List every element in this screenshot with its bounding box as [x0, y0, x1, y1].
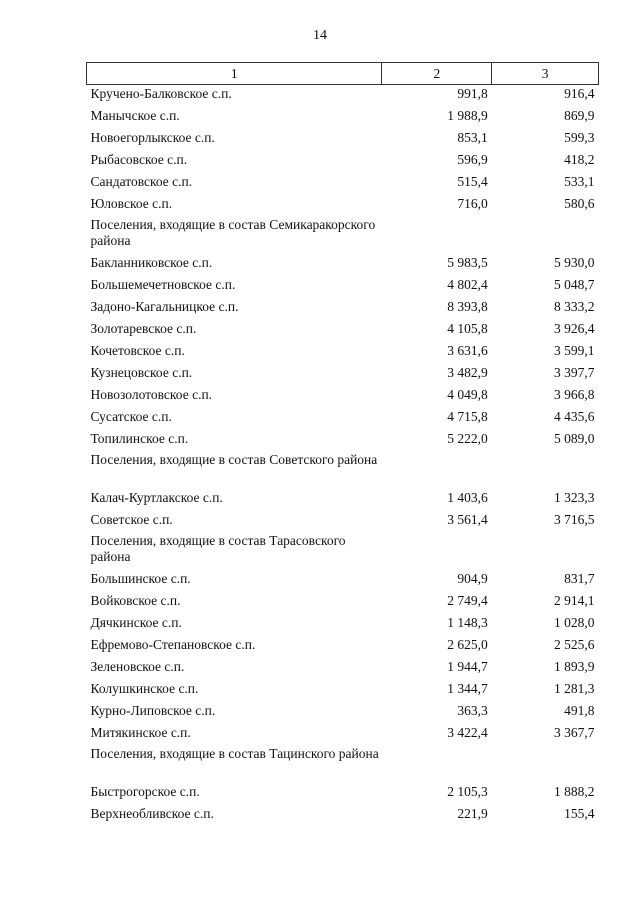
settlement-name-cell: Кочетовское с.п.	[90, 343, 185, 358]
table-row	[87, 614, 599, 636]
col-3-value-cell: 1 893,9	[554, 659, 595, 674]
table-row	[87, 107, 599, 129]
col-2-value-cell: 3 561,4	[447, 512, 488, 527]
table-row	[87, 276, 599, 298]
col-3-value-cell: 3 397,7	[554, 365, 595, 380]
col-3-value-cell: 2 525,6	[554, 637, 595, 652]
settlement-name-cell: Большинское с.п.	[90, 571, 191, 586]
settlement-name-cell: Калач-Куртлакское с.п.	[90, 490, 223, 505]
settlement-name-cell: Курно-Липовское с.п.	[90, 703, 216, 718]
settlement-name-cell: Верхнеобливское с.п.	[90, 806, 214, 821]
settlement-name-cell: Дячкинское с.п.	[90, 615, 182, 630]
budget-table	[86, 62, 599, 827]
settlement-name-cell: Советское с.п.	[90, 512, 173, 527]
col-2-value-cell: 363,3	[457, 703, 488, 718]
table-row	[87, 592, 599, 614]
col-3-value-cell: 5 048,7	[554, 277, 595, 292]
col-3-value-cell: 3 966,8	[554, 387, 595, 402]
table-row	[87, 254, 599, 276]
col-3-value-cell: 869,9	[564, 108, 595, 123]
table-row	[87, 151, 599, 173]
col-3-value-cell: 533,1	[564, 174, 595, 189]
col-3-value-cell: 1 028,0	[554, 615, 595, 630]
table-row	[87, 511, 599, 533]
col-3-value-cell: 1 323,3	[554, 490, 595, 505]
col-3-value-cell: 3 367,7	[554, 725, 595, 740]
table-row	[87, 636, 599, 658]
header-col-2: 2	[382, 63, 492, 85]
table-header	[87, 63, 599, 85]
table-row	[87, 195, 599, 217]
settlement-name-cell: Поселения, входящие в состав Советского района	[90, 452, 378, 467]
col-2-value-cell: 4 105,8	[447, 321, 488, 336]
col-3-value-cell	[492, 452, 599, 489]
col-3-value-cell: 1 888,2	[554, 784, 595, 799]
settlement-name-cell: Ефремово-Степановское с.п.	[90, 637, 256, 652]
table-row	[87, 702, 599, 724]
settlement-name-cell: Сандатовское с.п.	[90, 174, 193, 189]
header-col-1: 1	[87, 63, 382, 85]
table-row	[87, 298, 599, 320]
header-col-3: 3	[492, 63, 599, 85]
table-row	[87, 173, 599, 195]
col-2-value-cell: 3 631,6	[447, 343, 488, 358]
table-row	[87, 489, 599, 511]
col-3-value-cell: 155,4	[564, 806, 595, 821]
table-row	[87, 342, 599, 364]
col-3-value-cell: 2 914,1	[554, 593, 595, 608]
col-2-value-cell: 1 148,3	[447, 615, 488, 630]
col-3-value-cell	[492, 746, 599, 783]
settlement-name-cell: Бакланниковское с.п.	[90, 255, 213, 270]
col-2-value-cell: 904,9	[457, 571, 488, 586]
settlement-name-cell: Зеленовское с.п.	[90, 659, 185, 674]
col-3-value-cell: 3 599,1	[554, 343, 595, 358]
settlement-name-cell: Быстрогорское с.п.	[90, 784, 200, 799]
page-number: 14	[313, 28, 327, 43]
table-row	[87, 680, 599, 702]
col-2-value-cell: 2 749,4	[447, 593, 488, 608]
settlement-name-cell: Большемечетновское с.п.	[90, 277, 236, 292]
col-3-value-cell	[492, 217, 599, 254]
col-2-value-cell	[382, 452, 492, 489]
group-heading-row	[87, 746, 599, 783]
col-2-value-cell: 1 944,7	[447, 659, 488, 674]
col-3-value-cell: 5 930,0	[554, 255, 595, 270]
settlement-name-cell: Новозолотовское с.п.	[90, 387, 213, 402]
settlement-name-cell: Кузнецовское с.п.	[90, 365, 193, 380]
col-2-value-cell: 221,9	[457, 806, 488, 821]
table-row	[87, 430, 599, 452]
col-2-value-cell: 1 403,6	[447, 490, 488, 505]
group-heading-row	[87, 452, 599, 489]
group-heading-row	[87, 217, 599, 254]
table-row	[87, 386, 599, 408]
col-3-value-cell: 491,8	[564, 703, 595, 718]
table-row	[87, 783, 599, 805]
group-heading-row	[87, 533, 599, 570]
col-3-value-cell: 1 281,3	[554, 681, 595, 696]
col-2-value-cell: 4 049,8	[447, 387, 488, 402]
col-3-value-cell: 4 435,6	[554, 409, 595, 424]
settlement-name-cell: Новоегорлыкское с.п.	[90, 130, 215, 145]
col-2-value-cell: 3 422,4	[447, 725, 488, 740]
col-2-value-cell: 853,1	[457, 130, 488, 145]
col-3-value-cell: 916,4	[564, 86, 595, 101]
col-2-value-cell: 2 625,0	[447, 637, 488, 652]
col-2-value-cell: 1 344,7	[447, 681, 488, 696]
col-2-value-cell: 5 983,5	[447, 255, 488, 270]
col-3-value-cell: 580,6	[564, 196, 595, 211]
col-3-value-cell: 3 926,4	[554, 321, 595, 336]
col-2-value-cell: 5 222,0	[447, 431, 488, 446]
table-row	[87, 570, 599, 592]
table-row	[87, 408, 599, 430]
table-row	[87, 364, 599, 386]
table-row	[87, 805, 599, 827]
col-2-value-cell: 991,8	[457, 86, 488, 101]
table-row	[87, 320, 599, 342]
col-3-value-cell: 599,3	[564, 130, 595, 145]
col-2-value-cell: 4 802,4	[447, 277, 488, 292]
settlement-name-cell: Юловское с.п.	[90, 196, 173, 211]
settlement-name-cell: Поселения, входящие в состав Тарасовского района	[90, 533, 346, 564]
col-3-value-cell	[492, 533, 599, 570]
col-2-value-cell: 2 105,3	[447, 784, 488, 799]
col-3-value-cell: 3 716,5	[554, 512, 595, 527]
col-2-value-cell: 596,9	[457, 152, 488, 167]
col-3-value-cell: 5 089,0	[554, 431, 595, 446]
settlement-name-cell: Задоно-Кагальницкое с.п.	[90, 299, 239, 314]
col-2-value-cell: 1 988,9	[447, 108, 488, 123]
col-2-value-cell: 4 715,8	[447, 409, 488, 424]
settlement-name-cell: Поселения, входящие в состав Тацинского района	[90, 746, 379, 761]
col-2-value-cell	[382, 533, 492, 570]
settlement-name-cell: Рыбасовское с.п.	[90, 152, 188, 167]
col-3-value-cell: 8 333,2	[554, 299, 595, 314]
settlement-name-cell: Топилинское с.п.	[90, 431, 189, 446]
col-2-value-cell: 8 393,8	[447, 299, 488, 314]
col-2-value-cell: 515,4	[457, 174, 488, 189]
settlement-name-cell: Сусатское с.п.	[90, 409, 172, 424]
settlement-name-cell: Войковское с.п.	[90, 593, 181, 608]
settlement-name-cell: Митякинское с.п.	[90, 725, 191, 740]
table-row	[87, 658, 599, 680]
settlement-name-cell: Манычское с.п.	[90, 108, 180, 123]
table-row	[87, 724, 599, 746]
table-body	[87, 85, 599, 828]
settlement-name-cell: Поселения, входящие в состав Семикаракорского района	[90, 217, 376, 248]
table-row	[87, 85, 599, 108]
settlement-name-cell: Золотаревское с.п.	[90, 321, 197, 336]
settlement-name-cell: Колушкинское с.п.	[90, 681, 199, 696]
col-3-value-cell: 831,7	[564, 571, 595, 586]
settlement-name-cell: Кручено-Балковское с.п.	[90, 86, 232, 101]
col-2-value-cell	[382, 217, 492, 254]
col-3-value-cell: 418,2	[564, 152, 595, 167]
col-2-value-cell: 716,0	[457, 196, 488, 211]
table-row	[87, 129, 599, 151]
col-2-value-cell	[382, 746, 492, 783]
col-2-value-cell: 3 482,9	[447, 365, 488, 380]
header-row	[87, 63, 599, 85]
